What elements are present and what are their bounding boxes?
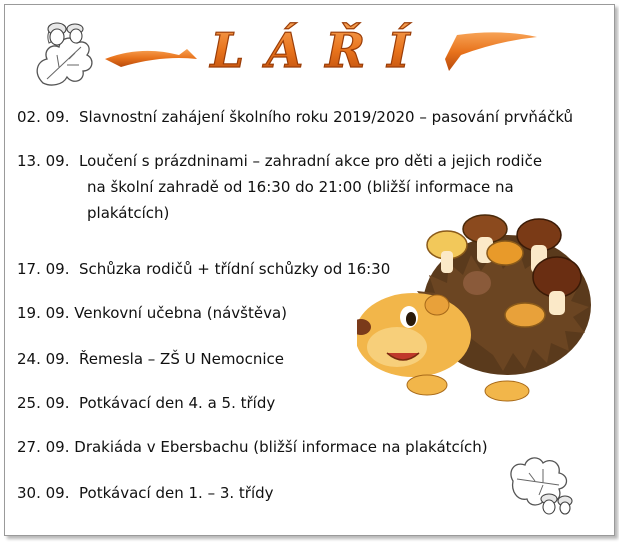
- event-text: Potkávací den 1. – 3. třídy: [79, 484, 274, 502]
- event-item: [17, 301, 287, 326]
- event-item: [17, 257, 390, 282]
- page-title: LÁŘÍ: [210, 23, 432, 79]
- event-text: Drakiáda v Ebersbachu (bližší informace na plakátcích): [74, 438, 488, 456]
- event-text: Schůzka rodičů + třídní schůzky od 16:30: [79, 260, 391, 278]
- event-item: [17, 105, 573, 130]
- event-date: 25. 09.: [17, 394, 70, 412]
- oak-leaf-acorn-icon: [499, 451, 581, 517]
- event-text: plakátcích): [87, 204, 170, 222]
- event-text: Venkovní učebna (návštěva): [74, 304, 287, 322]
- calendar-card: [4, 4, 615, 536]
- event-date: 24. 09.: [17, 350, 70, 368]
- event-date: 13. 09.: [17, 152, 70, 170]
- event-date: 17. 09.: [17, 260, 70, 278]
- event-text: Potkávací den 4. a 5. třídy: [79, 394, 276, 412]
- event-text: na školní zahradě od 16:30 do 21:00 (bližší informace na: [87, 178, 514, 196]
- oak-leaf-acorn-icon: [23, 13, 105, 95]
- event-item-continuation: [17, 201, 169, 226]
- event-text: Slavnostní zahájení školního roku 2019/2020 – pasování prvňáčků: [79, 108, 574, 126]
- event-item-continuation: [17, 175, 514, 200]
- hedgehog-with-mushrooms-icon: [357, 195, 593, 405]
- title-word-art: [101, 15, 541, 81]
- event-date: 30. 09.: [17, 484, 70, 502]
- event-item: [17, 347, 284, 372]
- event-item: [17, 391, 275, 416]
- event-date: 27. 09.: [17, 438, 70, 456]
- event-date: 19. 09.: [17, 304, 70, 322]
- event-item: [17, 149, 542, 174]
- event-text: Loučení s prázdninami – zahradní akce pro děti a jejich rodiče: [79, 152, 543, 170]
- event-item: [17, 481, 274, 506]
- event-item: [17, 435, 488, 460]
- event-date: 02. 09.: [17, 108, 70, 126]
- event-text: Řemesla – ZŠ U Nemocnice: [79, 350, 285, 368]
